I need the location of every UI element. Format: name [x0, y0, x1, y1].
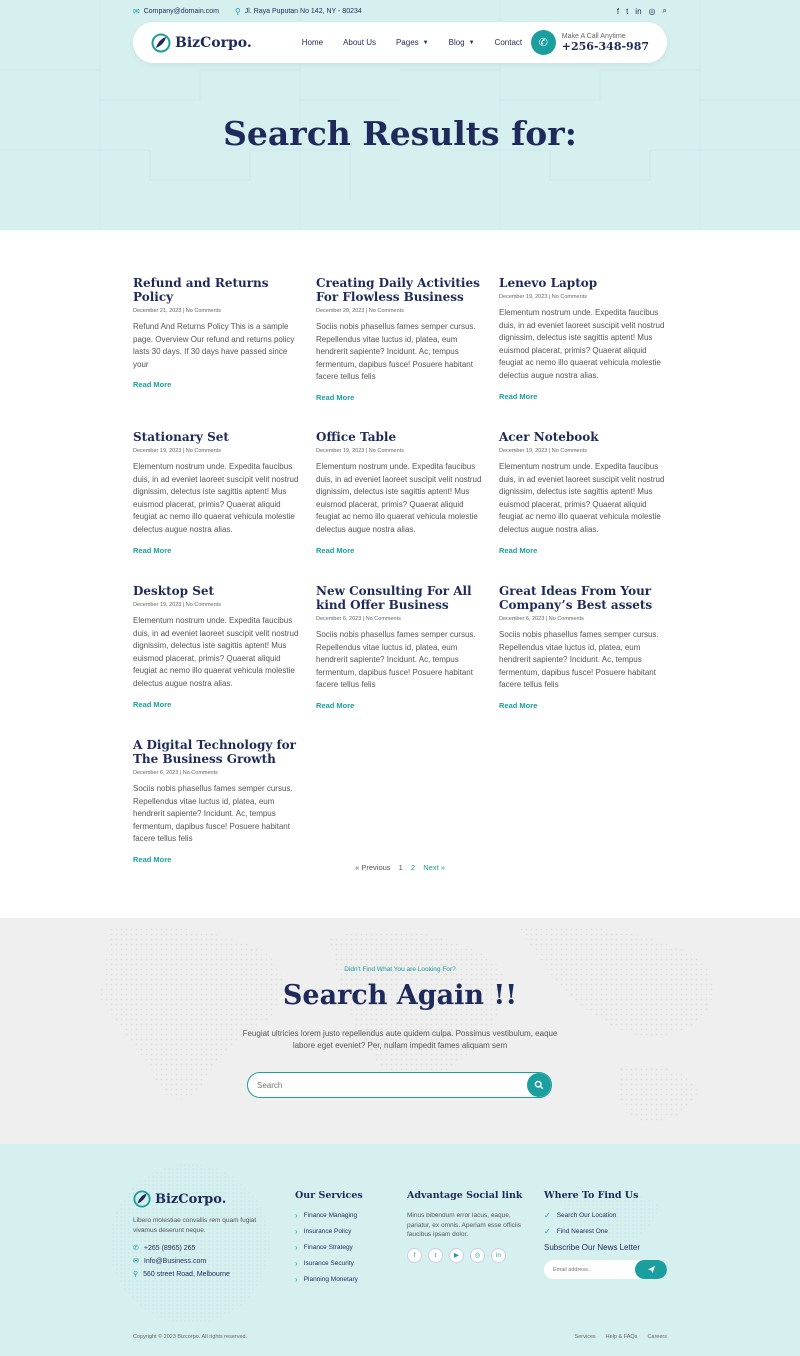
post-card — [499, 430, 667, 555]
footer-link-help[interactable]: Help & FAQs — [605, 1334, 638, 1340]
post-excerpt: Elementum nostrum unde. Expedita faucibus duis, in ad eveniet laoreet suscipit velit nostrud dignissim, delectus iste sagittis aptent! Mus euismod placerat, primis? Quaerat aliquid feugiat ac nemo illo quaerat vehicula molestie delectus augue nostra alias. — [499, 462, 665, 534]
post-meta: December 19, 2023 | No Comments — [133, 602, 221, 608]
topbar-email[interactable]: ✉ Company@domain.com — [133, 6, 219, 16]
post-meta: December 20, 2023 | No Comments — [316, 308, 404, 314]
newsletter-title: Subscribe Our News Letter — [544, 1243, 641, 1252]
pagination-page-2[interactable]: 2 — [410, 863, 416, 872]
pagination-next[interactable]: Next » — [423, 863, 445, 872]
post-card — [133, 584, 301, 709]
footer-phone[interactable]: ✆ +265 (8965) 265 — [133, 1244, 196, 1252]
read-more-link[interactable]: Read More — [133, 854, 172, 864]
post-meta: December 19, 2023 | No Comments — [499, 294, 587, 300]
footer-heading: Advantage Social link — [407, 1190, 523, 1201]
post-title[interactable]: Lenevo Laptop — [499, 276, 598, 290]
post-meta: December 19, 2023 | No Comments — [133, 448, 221, 454]
search-input[interactable] — [248, 1073, 527, 1097]
topbar-social — [617, 6, 667, 16]
post-excerpt: Sociis nobis phasellus fames semper cursus. Repellendus vitae luctus id, platea, eum hendrerit sapiente? Incidunt. Ac, tempus fermentum, dapibus fusce! Posuere habitant facere tellus felis — [499, 630, 659, 690]
check-icon: ✓ — [544, 1211, 551, 1220]
read-more-link[interactable]: Read More — [133, 699, 172, 709]
post-excerpt: Elementum nostrum unde. Expedita faucibus duis, in ad eveniet laoreet suscipit velit nostrud dignissim, delectus iste sagittis aptent! Mus euismod placerat, primis? Quaerat aliquid feugiat ac nemo illo quaerat vehicula molestie delectus augue nostra alias. — [316, 462, 482, 534]
post-card — [133, 276, 301, 389]
chevron-right-icon: › — [295, 1227, 298, 1236]
envelope-icon: ✉ — [133, 1258, 139, 1265]
search-button[interactable] — [527, 1073, 551, 1097]
logo[interactable]: BizCorpo. — [151, 33, 252, 53]
envelope-icon: ✉ — [133, 6, 140, 16]
post-excerpt: Elementum nostrum unde. Expedita faucibus duis, in ad eveniet laoreet suscipit velit nostrud dignissim, delectus iste sagittis aptent! Mus euismod placerat, primis? Quaerat aliquid feugiat ac nemo illo quaerat vehicula molestie delectus augue nostra alias. — [133, 462, 299, 534]
footer-find-link[interactable]: ✓ Search Our Location — [544, 1211, 617, 1220]
post-meta: December 6, 2023 | No Comments — [499, 616, 584, 622]
search-again-section — [0, 918, 800, 1144]
read-more-link[interactable]: Read More — [316, 392, 355, 402]
footer-about-text: Libero molestiae convallis rem quam fugiat vivamus deserunt neque. — [133, 1217, 257, 1234]
check-icon: ✓ — [544, 1227, 551, 1236]
newsletter-email-input[interactable] — [544, 1267, 635, 1273]
page-header — [0, 0, 800, 230]
read-more-link[interactable]: Read More — [499, 391, 538, 401]
phone-icon: ✆ — [133, 1245, 139, 1252]
footer-service-link[interactable]: › Finance Strategy — [295, 1243, 353, 1252]
post-card — [316, 276, 484, 402]
pagination-previous[interactable]: « Previous — [355, 863, 391, 872]
post-card — [499, 584, 667, 710]
post-title[interactable]: New Consulting For All kind Offer Business — [316, 584, 472, 612]
read-more-link[interactable]: Read More — [133, 545, 172, 555]
footer-heading: Our Services — [295, 1190, 363, 1201]
map-pin-icon: ⚲ — [234, 6, 241, 16]
post-excerpt: Elementum nostrum unde. Expedita faucibus duis, in ad eveniet laoreet suscipit velit nostrud dignissim, delectus iste sagittis aptent! Mus euismod placerat, primis? Quaerat aliquid feugiat ac nemo illo quaerat vehicula molestie delectus augue nostra alias. — [499, 308, 665, 380]
instagram-icon[interactable]: ◎ — [470, 1248, 485, 1263]
chevron-right-icon: › — [295, 1275, 298, 1284]
nav-item-contact[interactable]: Contact — [494, 38, 523, 47]
post-card — [316, 584, 484, 710]
post-meta: December 6, 2023 | No Comments — [133, 770, 218, 776]
facebook-icon[interactable]: f — [616, 6, 620, 16]
post-excerpt: Sociis nobis phasellus fames semper cursus. Repellendus vitae luctus id, platea, eum hendrerit sapiente? Incidunt. Ac, tempus fermentum, dapibus fusce! Posuere habitant facere tellus felis — [316, 322, 476, 382]
page-title: Search Results for: — [223, 114, 577, 153]
footer-service-link[interactable]: › Insurance Policy — [295, 1227, 352, 1236]
post-title[interactable]: A Digital Technology for The Business Growth — [133, 738, 296, 766]
post-card — [316, 430, 484, 555]
copyright: Copyright © 2023 Bizcorpo. All rights reserved. — [133, 1334, 248, 1340]
nav-item-home[interactable]: Home — [301, 38, 324, 47]
post-title[interactable]: Creating Daily Activities For Flowless Business — [316, 276, 480, 304]
map-pin-icon: ⚲ — [133, 1271, 139, 1278]
footer-about — [133, 1190, 273, 1278]
chevron-down-icon: ▼ — [422, 39, 429, 46]
facebook-icon[interactable]: f — [407, 1248, 422, 1263]
footer-social-text: Minus bibendum error lacus, eaque, pariatur, ex omnis. Aperiam esse officiis faucibus ipsam dolor. — [407, 1212, 522, 1238]
post-card — [133, 738, 301, 864]
footer-decoration — [0, 1144, 800, 1356]
post-excerpt: Elementum nostrum unde. Expedita faucibus duis, in ad eveniet laoreet suscipit velit nostrud dignissim, delectus iste sagittis aptent! Mus euismod placerat, primis? Quaerat aliquid feugiat ac nemo illo quaerat vehicula molestie delectus augue nostra alias. — [133, 616, 299, 688]
footer-social — [407, 1190, 527, 1263]
linkedin-icon[interactable]: in — [635, 6, 642, 16]
search-again-kicker: Didn't Find What You are Looking For? — [344, 966, 456, 973]
twitter-icon[interactable]: t — [428, 1248, 443, 1263]
footer-bottom — [133, 1334, 667, 1340]
newsletter-submit-button[interactable] — [635, 1260, 667, 1279]
read-more-link[interactable]: Read More — [316, 700, 355, 710]
logo-icon — [151, 33, 171, 53]
instagram-icon[interactable]: ◎ — [648, 6, 656, 16]
post-title[interactable]: Office Table — [316, 430, 397, 444]
logo-icon — [133, 1190, 151, 1208]
post-meta: December 6, 2023 | No Comments — [316, 616, 401, 622]
footer-address: ⚲ 560 street Road, Melbourne — [133, 1270, 230, 1278]
youtube-icon[interactable]: ▶ — [449, 1248, 464, 1263]
post-title[interactable]: Great Ideas From Your Company’s Best assets — [499, 584, 653, 612]
footer-service-link[interactable]: › Finance Managing — [295, 1211, 358, 1220]
read-more-link[interactable]: Read More — [499, 545, 538, 555]
post-card — [133, 430, 301, 555]
site-footer — [0, 1144, 800, 1356]
post-meta: December 21, 2023 | No Comments — [133, 308, 221, 314]
footer-service-link[interactable]: › Planning Monetary — [295, 1275, 358, 1284]
footer-link-careers[interactable]: Careers — [647, 1334, 667, 1340]
post-card — [499, 276, 667, 401]
footer-email[interactable]: ✉ Info@Business.com — [133, 1257, 207, 1265]
search-again-description: Feugiat ultricies lorem justo repellendus aute quidem culpa. Possimus vestibulum, eaque labore eget eveniet? Per, nullam impedit fames aliquam sem — [242, 1029, 558, 1050]
nav-menu — [302, 38, 522, 47]
footer-find-us — [544, 1190, 667, 1279]
chevron-right-icon: › — [295, 1211, 298, 1220]
post-title[interactable]: Acer Notebook — [499, 430, 599, 444]
post-meta: December 19, 2023 | No Comments — [316, 448, 404, 454]
post-meta: December 19, 2023 | No Comments — [499, 448, 587, 454]
post-excerpt: Refund And Returns Policy This is a sample page. Overview Our refund and returns policy lasts 30 days. If 30 days have passed since your — [133, 322, 295, 369]
read-more-link[interactable]: Read More — [316, 545, 355, 555]
footer-services — [295, 1190, 395, 1291]
pagination — [0, 863, 800, 872]
search-again-title: Search Again !! — [282, 980, 518, 1011]
nav-item-pages[interactable]: Pages ▼ — [395, 38, 429, 47]
nav-item-about[interactable]: About Us — [343, 38, 376, 47]
chevron-right-icon: › — [295, 1259, 298, 1268]
main-nav — [133, 22, 667, 63]
nav-item-blog[interactable]: Blog ▼ — [448, 38, 475, 47]
chevron-down-icon: ▼ — [468, 39, 475, 46]
newsletter-form — [544, 1260, 667, 1279]
post-excerpt: Sociis nobis phasellus fames semper cursus. Repellendus vitae luctus id, platea, eum hendrerit sapiente? Incidunt. Ac, tempus fermentum, dapibus fusce! Posuere habitant facere tellus felis — [316, 630, 476, 690]
post-title[interactable]: Stationary Set — [133, 430, 229, 444]
phone-icon: ✆ — [531, 30, 556, 55]
footer-logo[interactable]: BizCorpo. — [133, 1190, 273, 1208]
footer-link-services[interactable]: Services — [574, 1334, 596, 1340]
call-block[interactable]: ✆ Make A Call Anytime +256-348-987 — [531, 30, 649, 55]
top-bar — [133, 5, 667, 17]
post-title[interactable]: Desktop Set — [133, 584, 215, 598]
read-more-link[interactable]: Read More — [133, 380, 172, 390]
footer-heading: Where To Find Us — [544, 1190, 639, 1201]
pagination-page-1: 1 — [398, 863, 403, 872]
post-excerpt: Sociis nobis phasellus fames semper cursus. Repellendus vitae luctus id, platea, eum hendrerit sapiente? Incidunt. Ac, tempus fermentum, dapibus fusce! Posuere habitant facere tellus felis — [133, 784, 293, 844]
post-title[interactable]: Refund and Returns Policy — [133, 276, 269, 304]
read-more-link[interactable]: Read More — [499, 700, 538, 710]
twitter-icon[interactable]: t — [626, 6, 629, 16]
footer-find-link[interactable]: ✓ Find Nearest One — [544, 1227, 609, 1236]
paper-plane-icon — [647, 1265, 656, 1274]
topbar-address: ⚲ Jl. Raya Puputan No 142, NY - 80234 — [234, 6, 362, 16]
chevron-right-icon: › — [295, 1243, 298, 1252]
search-icon — [534, 1080, 544, 1090]
footer-service-link[interactable]: › Isurance Security — [295, 1259, 354, 1268]
linkedin-icon[interactable]: in — [491, 1248, 506, 1263]
search-icon[interactable]: ⌕ — [662, 6, 667, 15]
search-form — [247, 1072, 552, 1098]
